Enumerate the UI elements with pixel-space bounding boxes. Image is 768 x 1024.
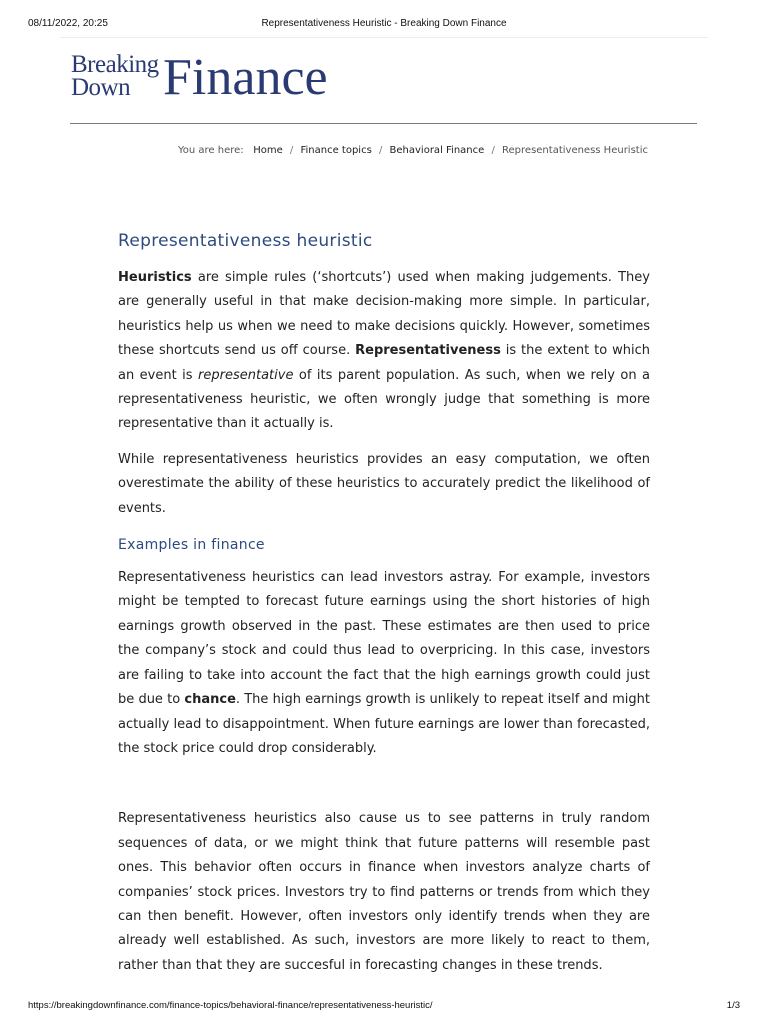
print-page-number: 1/3 — [726, 1000, 740, 1011]
header-divider — [60, 37, 708, 38]
logo-line-down: Down — [71, 74, 131, 101]
term-heuristics: Heuristics — [118, 270, 192, 285]
breadcrumb-behavioral-finance[interactable]: Behavioral Finance — [389, 145, 485, 156]
breadcrumb-separator: / — [378, 145, 383, 156]
breadcrumb — [0, 145, 648, 156]
term-representativeness: Representativeness — [355, 343, 501, 359]
site-header-rule — [70, 123, 697, 124]
term-representative: representative — [198, 367, 294, 383]
breadcrumb-current: Representativeness Heuristic — [502, 145, 648, 156]
print-page-title: Representativeness Heuristic - Breaking Down Finance — [261, 18, 507, 29]
print-footer — [28, 1000, 740, 1014]
breadcrumb-home[interactable]: Home — [253, 145, 283, 156]
article-paragraph-1: Heuristics are simple rules (‘shortcuts’) used when making judgements. They are generally useful in that make decision-making more simple. In particular, heuristics help us when we need to make decisions quickly. However, sometimes these shortcuts send us off course. Representativeness is the extent to which an event is representative of its parent population. As such, when we rely on a representativeness heuristic, we often wrongly judge that something is more representative than it actually is. — [118, 270, 651, 432]
breadcrumb-finance-topics[interactable]: Finance topics — [300, 145, 372, 156]
logo-line-breaking: Breaking — [71, 51, 159, 78]
print-url: https://breakingdownfinance.com/finance-topics/behavioral-finance/representativeness-heuristic/ — [28, 1000, 433, 1011]
print-datetime: 08/11/2022, 20:25 — [28, 18, 108, 29]
article-title: Representativeness heuristic — [118, 231, 373, 251]
breadcrumb-separator: / — [289, 145, 294, 156]
section-title-examples: Examples in finance — [118, 537, 265, 554]
article-paragraph-2: While representativeness heuristics provides an easy computation, we often overestimate the ability of these heuristics to accurately predict the likelihood of events. — [118, 451, 650, 516]
article-paragraph-3: Representativeness heuristics can lead investors astray. For example, investors might be tempted to forecast future earnings using the short histories of high earnings growth observed in the past. These estimates are then used to price the company’s stock and could thus lead to overpricing. In this case, investors are failing to take into account the fact that the high earnings growth could just be due to chance. The high earnings growth is unlikely to repeat itself and might actually lead to disappointment. When future earnings are lower than forecasted, the stock price could drop considerably. — [118, 570, 651, 756]
print-header — [28, 18, 740, 32]
article-paragraph-4: Representativeness heuristics also cause us to see patterns in truly random sequences of data, or we might think that future patterns will resemble past ones. This behavior often occurs in finance when investors analyze charts of companies’ stock prices. Investors try to find patterns or trends from which they can then benefit. However, often investors only identify trends when they are already well established. As such, investors are more likely to react to them, rather than that they are succesful in forecasting changes in these trends. — [118, 811, 650, 973]
breadcrumb-prefix: You are here: — [177, 145, 244, 156]
logo-word-finance: Finance — [163, 49, 328, 106]
article-content — [118, 226, 650, 978]
term-chance: chance — [184, 692, 236, 708]
breadcrumb-separator: / — [491, 145, 495, 156]
